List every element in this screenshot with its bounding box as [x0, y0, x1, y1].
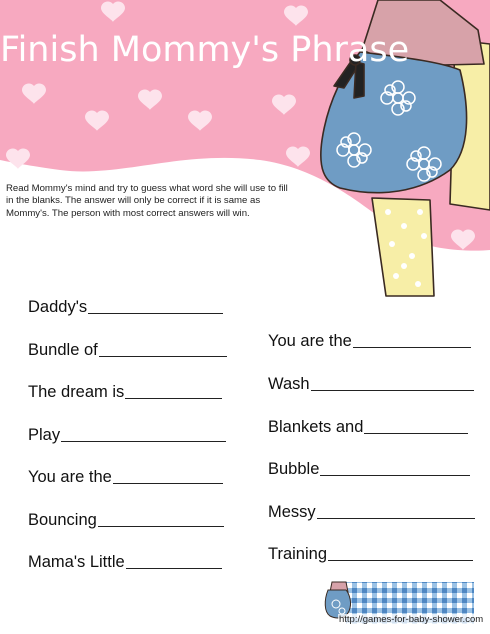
answer-blank[interactable]	[328, 559, 473, 561]
answer-blank[interactable]	[311, 389, 474, 391]
phrase-label: You are the	[268, 332, 352, 350]
phrase-row	[28, 298, 223, 317]
answer-blank[interactable]	[88, 312, 223, 314]
footer-url[interactable]: http://games-for-baby-shower.com	[339, 614, 484, 625]
phrase-row	[28, 553, 222, 572]
phrase-label: Mama's Little	[28, 553, 125, 571]
answer-blank[interactable]	[353, 346, 471, 348]
phrase-label: You are the	[28, 468, 112, 486]
phrase-label: Bundle of	[28, 341, 98, 359]
phrase-row	[268, 418, 468, 437]
heart-icon	[6, 148, 30, 169]
phrase-label: Wash	[268, 375, 310, 393]
phrase-row	[28, 341, 227, 360]
phrase-row	[28, 383, 222, 402]
phrase-row	[28, 468, 223, 487]
phrase-label: Bouncing	[28, 511, 97, 529]
phrase-label: Blankets and	[268, 418, 364, 436]
phrase-label: Daddy's	[28, 298, 88, 316]
phrase-row	[28, 426, 226, 445]
phrase-label: The dream is	[28, 383, 125, 401]
instructions-text: Read Mommy's mind and try to guess what word she will use to fill in the blanks. The answer will only be correct if it is same as Mommy's. The person with most correct answers will win.	[6, 183, 288, 219]
answer-blank[interactable]	[98, 525, 224, 527]
answer-blank[interactable]	[320, 474, 470, 476]
answer-blank[interactable]	[364, 432, 468, 434]
phrase-label: Training	[268, 545, 327, 563]
phrase-label: Messy	[268, 503, 316, 521]
page-title: Finish Mommy's Phrase	[0, 30, 410, 70]
phrase-label: Bubble	[268, 460, 320, 478]
phrase-label: Play	[28, 426, 61, 444]
answer-blank[interactable]	[99, 355, 227, 357]
phrase-row	[28, 511, 224, 530]
answer-blank[interactable]	[125, 397, 222, 399]
phrase-row	[268, 545, 473, 564]
phrase-row	[268, 375, 474, 394]
answer-blank[interactable]	[113, 482, 223, 484]
phrase-row	[268, 460, 470, 479]
answer-blank[interactable]	[61, 440, 226, 442]
answer-blank[interactable]	[126, 567, 222, 569]
phrase-row	[268, 332, 471, 351]
phrase-row	[268, 503, 475, 522]
answer-blank[interactable]	[317, 517, 475, 519]
